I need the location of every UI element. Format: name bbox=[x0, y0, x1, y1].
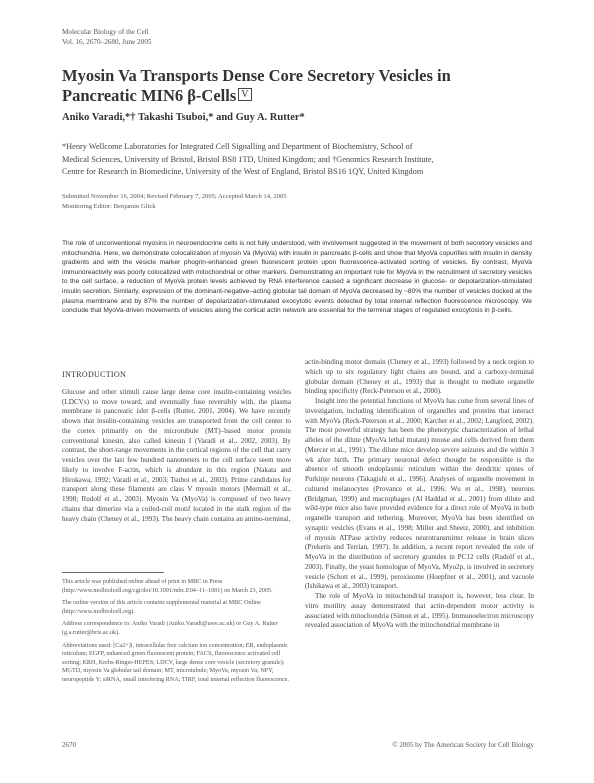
footnote-supplemental: The online version of this article contains supplemental material at MBC Online (http://www.molbiolcell.org). bbox=[62, 599, 261, 615]
affiliation-line-2: Medical Sciences, University of Bristol, Bristol BS8 1TD, United Kingdom; and †Genomics Research Institute, bbox=[62, 154, 434, 164]
journal-header bbox=[62, 27, 152, 47]
copyright-notice: © 2005 by The American Society for Cell Biology bbox=[392, 741, 534, 749]
title-line-2-text: Pancreatic MIN6 β-Cells bbox=[62, 86, 237, 105]
journal-name: Molecular Biology of the Cell bbox=[62, 28, 149, 36]
footnote-correspondence: Address correspondence to: Aniko Varadi (Aniko.Varadi@uwe.ac.uk) or Guy A. Rutter (g.a.rutter@bris.ac.uk). bbox=[62, 620, 278, 636]
footnote-divider bbox=[62, 572, 164, 573]
footnotes bbox=[62, 578, 291, 689]
affiliations bbox=[62, 141, 532, 179]
supplemental-badge[interactable]: V bbox=[238, 88, 251, 101]
footnote-publication: This article was published online ahead of print in MBC in Press (http://www.molbiolcell.org/cgi/doi/10.1091/mbc.E04–11–1001) on March 23, 2005. bbox=[62, 578, 273, 594]
journal-volume: Vol. 16, 2670–2680, June 2005 bbox=[62, 38, 152, 46]
footnote-abbreviations: Abbreviations used: [Ca2+]i, intracellular free calcium ion concentration; ER, endoplasmic reticulum; EGFP, enhanced green fluorescent protein; FACS, fluorescence activated cell sorting; KRH, Krebs-Ringer-HEPES; LDCV, large dense core vesicle (secretory granule); MGTD, myosin Va globular tail domain; MT, microtubule; MyoVa, myosin Va; NPY, neuropeptide Y; siRNA, small interfering RNA; TIRF, total internal reflection fluorescence. bbox=[62, 641, 289, 683]
page-number: 2670 bbox=[62, 741, 76, 749]
affiliation-line-1: *Henry Wellcome Laboratories for Integrated Cell Signalling and Department of Biochemistry, School of bbox=[62, 142, 413, 151]
intro-paragraph-left: Glucose and other stimuli cause large dense core insulin-containing vesicles (LDCVs) to move toward, and eventually fuse reversibly with, the plasma membrane in pancreatic islet β-cells (Rutter, 2001, 2004). We have recently shown that insulin-containing vesicles are transported from the cell center to the cortex primarily on the microtubule (MT)–based motor protein conventional kinesin, also called kinesin I (Varadi et al., 2002, 2003). By contrast, the short-range movements in the cortical regions of the cell that carry vesicles over the last few hundred nanometers to the cell surface seem more likely to involve F-actin, which is abundant in this region (Nakata and Hirokawa, 1992; Varadi et al., 2003; Tsuboi et al., 2003). Prime candidates for transport along these filaments are class V myosin motors (Mermall et al., 1998; Rudolf et al., 2003). Myosin Va (MyoVa) is composed of two heavy chains that dimerize via a coiled-coil motif located in the stalk region of the heavy chain (Cheney et al., 1993). The heavy chain contains an amino-terminal, bbox=[62, 387, 291, 523]
abstract: The role of unconventional myosins in neuroendocrine cells is not fully understood, with involvement suggested in the movement of both secretory vesicles and mitochondria. Here, we demonstrate colocalization of myosin Va (MyoVa) with insulin in pancreatic β-cells and show that MyoVa copurifies with insulin in density gradients and with the vesicle marker phogrin-enhanced green fluorescent protein upon fluorescence-activated sorting of vesicles. By contrast, MyoVa immunoreactivity was poorly colocalized with mitochondrial or other markers. Demonstrating an important role for MyoVa in the recruitment of secretory vesicles to the cell surface, a reduction of MyoVa protein levels achieved by RNA interference caused a significant decrease in glucose- or depolarization-stimulated insulin secretion. Similarly, expression of the dominant-negative–acting globular tail domain of MyoVa decreased by ~80% the number of vesicles docked at the plasma membrane and by 87% the number of depolarization-stimulated exocytotic events detected by total internal reflection fluorescence microscopy. We conclude that MyoVa-driven movements of vesicles along the cortical actin network are essential for the terminal stages of regulated exocytosis in β-cells. bbox=[62, 240, 532, 315]
monitoring-editor: Monitoring Editor: Benjamin Glick bbox=[62, 202, 156, 210]
section-heading-introduction: INTRODUCTION bbox=[62, 370, 127, 379]
title-line-2 bbox=[62, 86, 532, 106]
author-list: Aniko Varadi,*† Takashi Tsuboi,* and Guy A. Rutter* bbox=[62, 112, 305, 123]
affiliation-line-3: Centre for Research in Biomedicine, University of the West of England, Bristol BS16 1QY, United Kingdom bbox=[62, 167, 424, 176]
right-column bbox=[305, 358, 534, 631]
submission-dates bbox=[62, 192, 287, 211]
intro-paragraph-right-1: actin-binding motor domain (Cheney et al., 1993) followed by a neck region to which up to six regulatory light chains are bound, and a carboxy-terminal globular domain (Cheney et al., 1993) that is thought to mediate organelle binding specificity (Reck-Peterson et al., 2000). bbox=[305, 358, 534, 396]
left-column bbox=[62, 370, 291, 524]
dates-line: Submitted November 16, 2004; Revised February 7, 2005; Accepted March 14, 2005 bbox=[62, 193, 287, 200]
title-line-1: Myosin Va Transports Dense Core Secretory Vesicles in bbox=[62, 66, 451, 85]
article-title bbox=[62, 66, 532, 106]
intro-paragraph-right-2: Insight into the potential functions of MyoVa has come from several lines of investigation, including identification of organelles and proteins that interact with MyoVa (Reck-Peterson et al., 2000; Karcher et al., 2002; Langford, 2002). The most powerful strategy has been the phenotypic characterization of lethal alleles of the dilute (MyoVa lethal mutant) mouse and cells derived from them (Mercer et al., 1991). The dilute mice develop severe seizures and die within 3 wk after birth. The primary neuronal defect thought be responsible is the absence of smooth endoplasmic reticulum within the dendritic spines of Purkinje neurons (Takagishi et al., 1996). Analyses of organelle movement in cultured melanocytes (Provance et al., 1996; Wu et al., 1998), neurons (Bridgman, 1999) and macrophages (Al Haddad et al., 2001) from dilute and wild-type mice also have provided evidence for a direct role of MyoVa in both organelle transport and tethering. Moreover, MyoVa has been identified on synaptic vesicles (Evans et al., 1998; Miller and Sheetz, 2000), and inhibition of myosin ATPase activity reduces neurotransmitter release in brain slices (Prekeris and Terrian, 1997). In addition, a recent report revealed the role of MyoVa in the distribution of secretory granules in PC12 cells (Rudolf et al., 2003). Finally, the yeast homologue of MyoVa, Myo2p, is involved in secretory vesicle (Schott et al., 1999), peroxisome (Hoepfner et al., 2001), and vacuole (Ishikawa et al., 2003) transport. bbox=[305, 397, 534, 591]
intro-paragraph-right-3: The role of MyoVa in mitochondrial transport is, however, less clear. In vitro motility assay demonstrated that actin-dependent motor activity is associated with mitochondria (Simon et al., 1995). Immunoelectron microscopy revealed association of MyoVa with the mitochondrial membrane in bbox=[305, 592, 534, 630]
